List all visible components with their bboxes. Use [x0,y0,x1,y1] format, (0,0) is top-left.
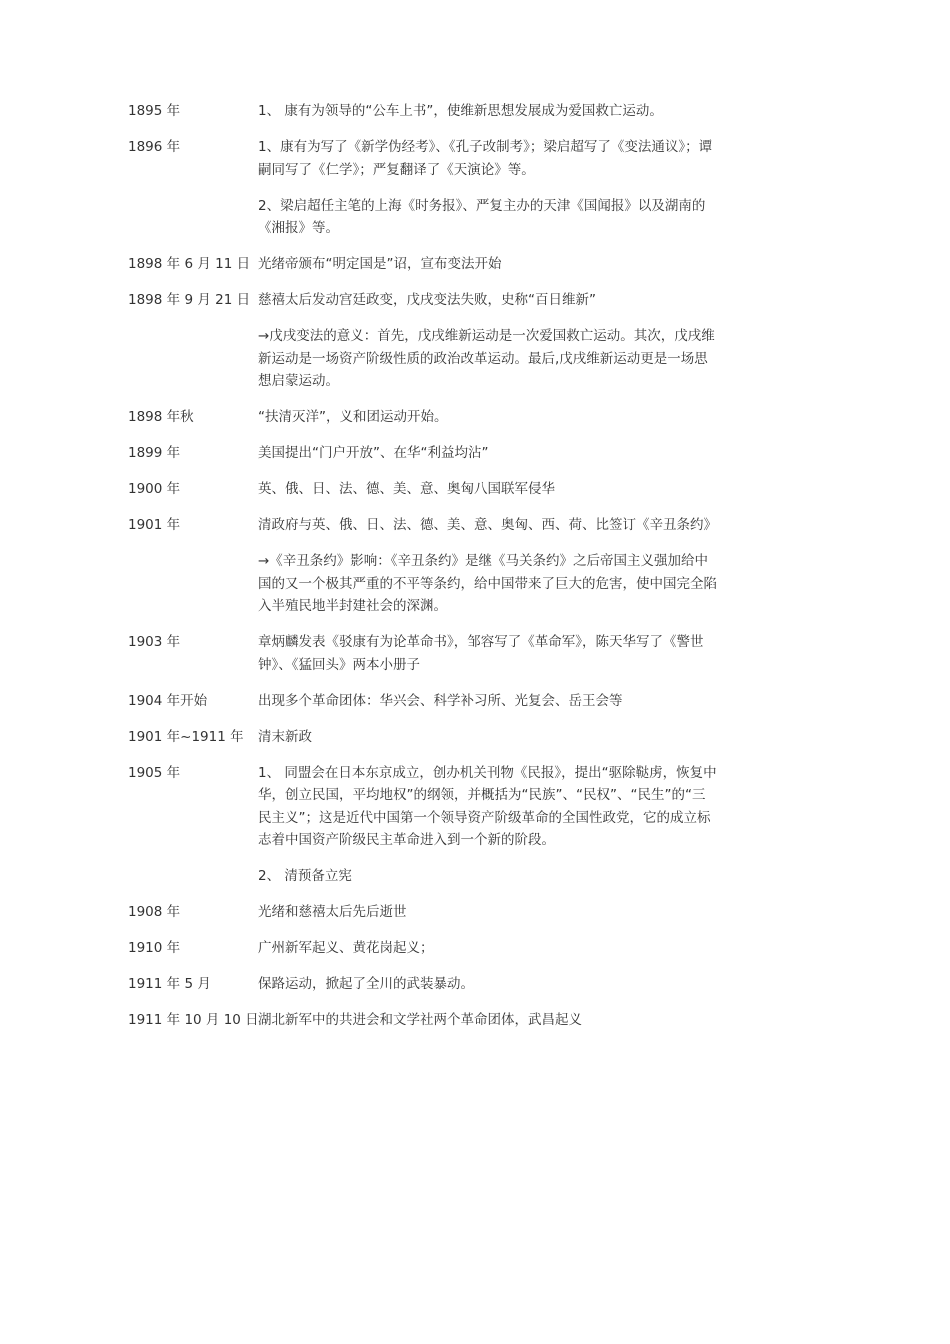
timeline-entry [128,253,728,289]
timeline-entry [128,478,728,514]
entry-content [258,937,718,973]
timeline-entry [128,406,728,442]
entry-date: 1911 年 5 月 [128,976,211,992]
timeline-entry [128,442,728,478]
entry-date: 1908 年 [128,904,181,920]
entry-date: 1904 年开始 [128,692,208,709]
entry-paragraph: 光绪帝颁布“明定国是”诏，宣布变法开始 [258,256,502,272]
entry-date: 1905 年 [128,764,181,781]
entry-content [258,289,718,406]
timeline-entry [128,726,728,762]
entry-paragraph: 保路运动，掀起了全川的武装暴动。 [258,976,474,992]
entry-paragraph: 英、俄、日、法、德、美、意、奥匈八国联军侵华 [258,481,555,497]
entry-paragraph: “扶清灭洋”，义和团运动开始。 [258,409,448,425]
timeline-entry [128,514,728,631]
entry-content [258,726,718,762]
timeline-entry [128,973,728,1009]
entry-paragraph: 出现多个革命团体：华兴会、科学补习所、光复会、岳王会等 [258,692,623,709]
entry-content [258,901,718,937]
entry-date: 1910 年 [128,940,181,956]
entry-date: 1900 年 [128,481,181,497]
entry-paragraph: 1、 康有为领导的“公车上书”，使维新思想发展成为爱国救亡运动。 [258,103,663,119]
timeline-entry [128,136,728,253]
entry-paragraph: →《辛丑条约》影响：《辛丑条约》是继《马关条约》之后帝国主义强加给中国的又一个极其严重的不平等条约，给中国带来了巨大的危害，使中国完全陷入半殖民地半封建社会的深渊。 [258,553,717,614]
entry-content [258,762,718,902]
entry-paragraph: 1、 同盟会在日本东京成立，创办机关刊物《民报》，提出“驱除鞑虏，恢复中华，创立民国，平均地权”的纲领，并概括为“民族”、“民权”、“民生”的“三民主义”；这是近代中国第一个领导资产阶级革命的全国性政党，它的成立标志着中国资产阶级民主革命进入到一个新的阶段。 [258,764,717,848]
entry-content [258,136,718,253]
entry-paragraph: 广州新军起义、黄花岗起义； [258,940,434,956]
entry-content [258,1009,718,1045]
entry-paragraph: →戊戌变法的意义：首先，戊戌维新运动是一次爱国救亡运动。其次，戊戌维新运动是一场资产阶级性质的政治改革运动。最后,戊戌维新运动更是一场思想启蒙运动。 [258,328,715,389]
entry-date: 1898 年秋 [128,409,194,425]
entry-date: 1899 年 [128,445,181,461]
entry-date: 1898 年 9 月 21 日 [128,292,251,308]
entry-content [258,253,718,289]
entry-date: 1911 年 10 月 10 日 [128,1012,259,1028]
timeline-entry [128,762,728,902]
timeline-entry [128,100,728,136]
entry-date: 1896 年 [128,139,181,155]
entry-paragraph: 慈禧太后发动宫廷政变，戊戌变法失败，史称“百日维新” [258,292,596,308]
entry-date: 1903 年 [128,634,181,650]
entry-date: 1901 年~1911 年 [128,728,244,745]
entry-paragraph: 清政府与英、俄、日、法、德、美、意、奥匈、西、荷、比签订《辛丑条约》 [258,517,717,533]
timeline-entry [128,901,728,937]
timeline-entry [128,289,728,406]
timeline [128,100,728,1045]
timeline-entry [128,937,728,973]
entry-paragraph: 章炳麟发表《驳康有为论革命书》，邹容写了《革命军》，陈天华写了《警世钟》、《猛回头》两本小册子 [258,634,704,673]
entry-paragraph: 光绪和慈禧太后先后逝世 [258,904,407,920]
entry-content [258,442,718,478]
entry-paragraph: 清末新政 [258,728,312,745]
entry-date: 1901 年 [128,517,181,533]
entry-content [258,406,718,442]
timeline-entry [128,690,728,726]
entry-paragraph: 2、 清预备立宪 [258,868,352,884]
entry-content [258,631,718,690]
timeline-entry [128,1009,728,1045]
entry-content [258,514,718,631]
entry-content [258,478,718,514]
timeline-entry [128,631,728,690]
entry-paragraph: 美国提出“门户开放”、在华“利益均沾” [258,445,489,461]
entry-content [258,973,718,1009]
entry-content [258,690,718,726]
entry-date: 1898 年 6 月 11 日 [128,256,251,272]
entry-date: 1895 年 [128,103,181,119]
entry-paragraph: 2、梁启超任主笔的上海《时务报》、严复主办的天津《国闻报》以及湖南的《湘报》等。 [258,197,706,236]
entry-paragraph: 1、康有为写了《新学伪经考》、《孔子改制考》；梁启超写了《变法通议》；谭嗣同写了《仁学》；严复翻译了《天演论》等。 [258,139,713,178]
entry-paragraph: 湖北新军中的共进会和文学社两个革命团体，武昌起义 [258,1012,582,1028]
entry-content [258,100,718,136]
